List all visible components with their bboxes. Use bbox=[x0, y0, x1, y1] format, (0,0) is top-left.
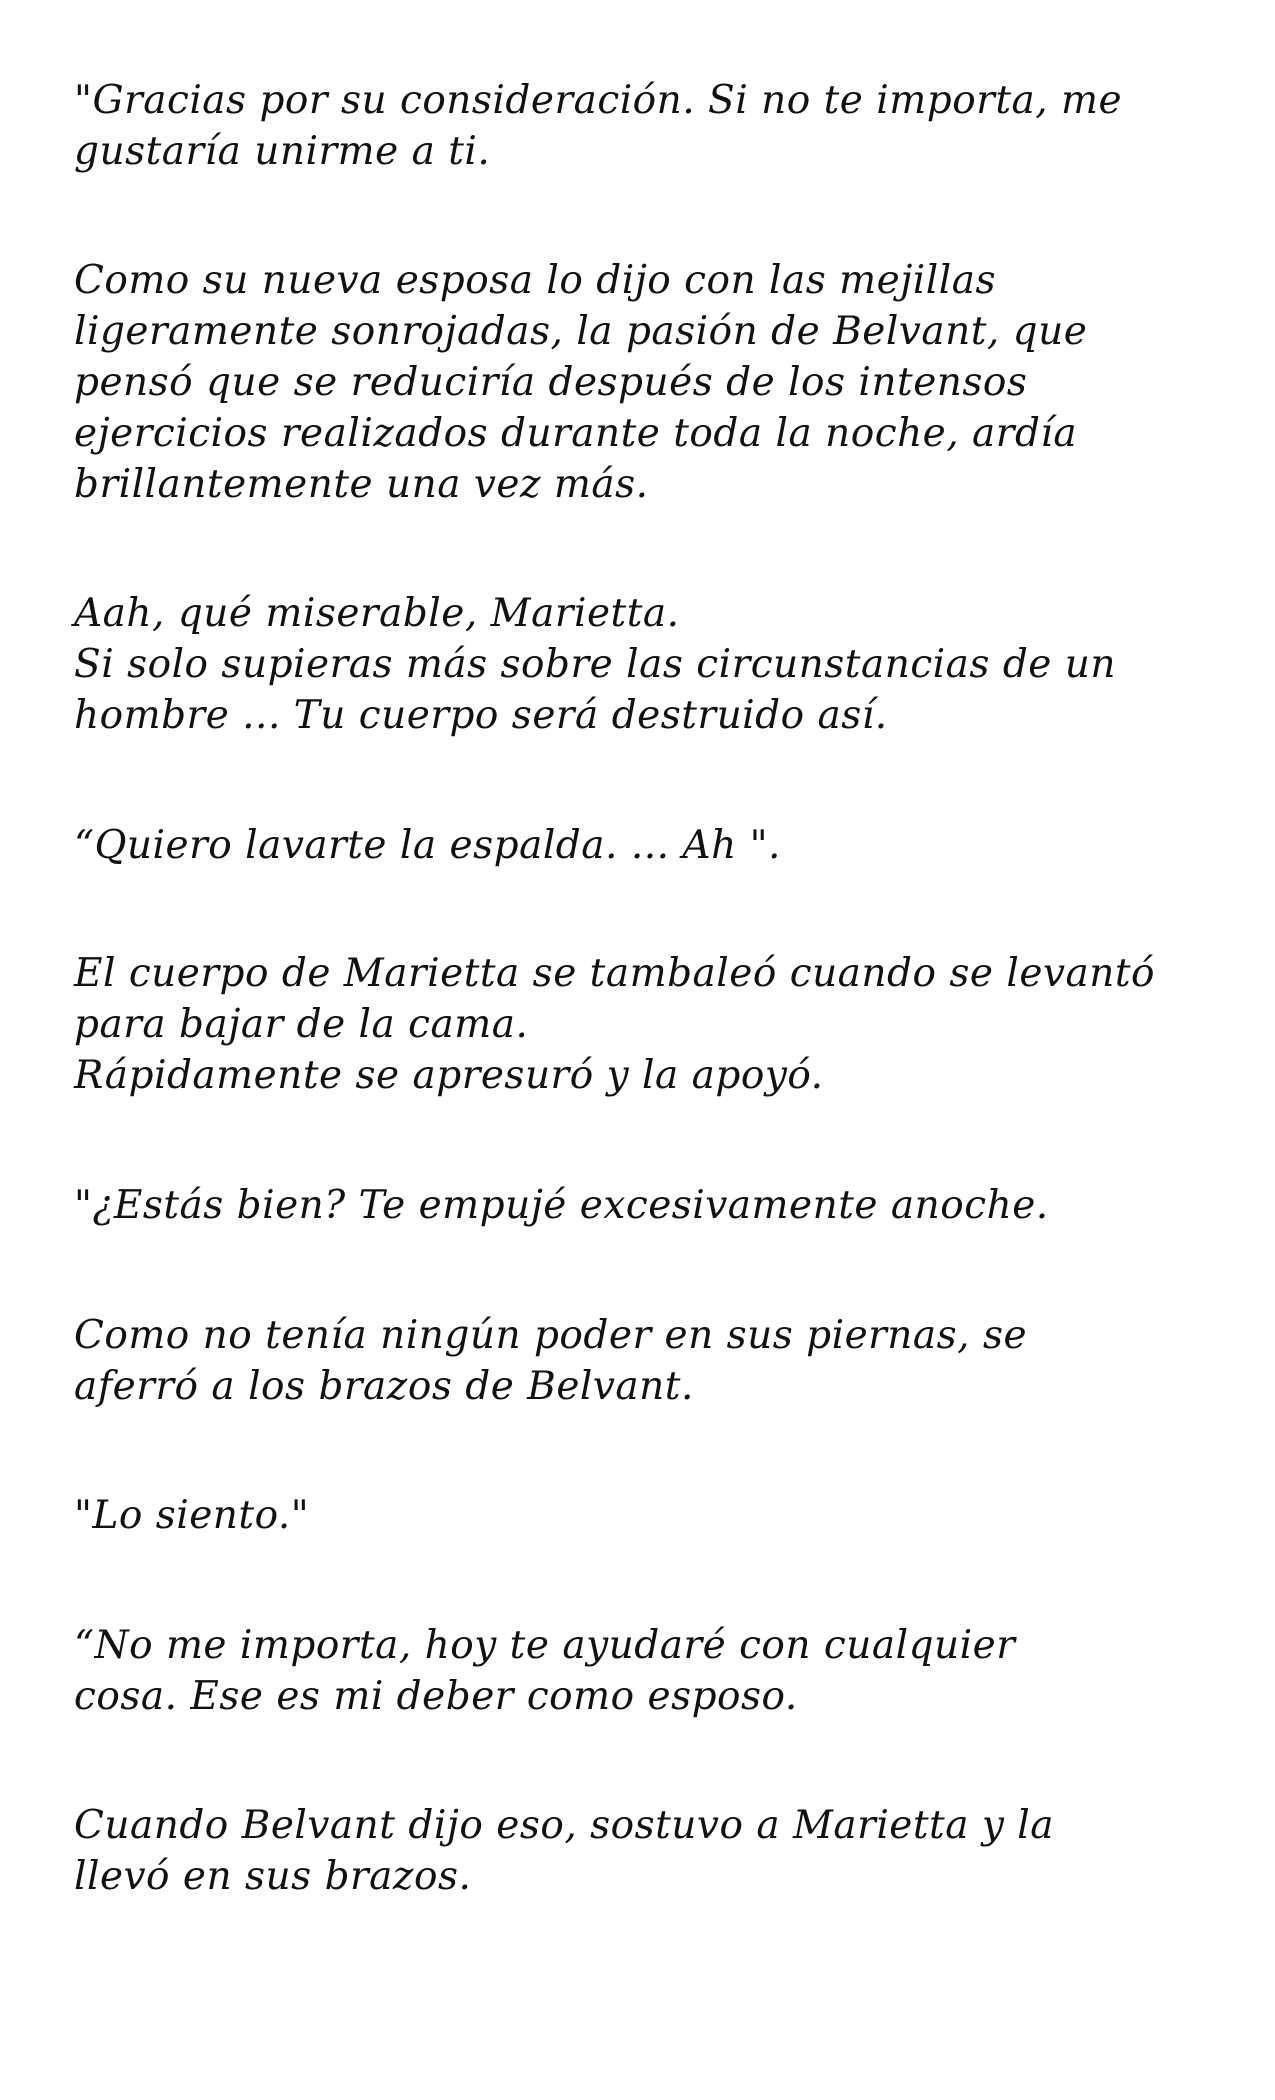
text-line: brillantemente una vez más. bbox=[74, 462, 649, 507]
text-line: “No me importa, hoy te ayudaré con cualquier bbox=[74, 1623, 1016, 1668]
text-line: Si solo supieras más sobre las circunstancias de un bbox=[74, 642, 1116, 687]
text-line: pensó que se reduciría después de los intensos bbox=[74, 360, 1028, 405]
text-line: Como no tenía ningún poder en sus piernas, se bbox=[74, 1313, 1028, 1358]
text-line: Como su nueva esposa lo dijo con las mejillas bbox=[74, 258, 996, 303]
text-line: Aah, qué miserable, Marietta. bbox=[74, 591, 680, 636]
paragraph-4 bbox=[74, 820, 1224, 871]
paragraph-5 bbox=[74, 948, 1224, 1101]
text-line: ejercicios realizados durante toda la noche, ardía bbox=[74, 411, 1078, 456]
paragraph-9 bbox=[74, 1620, 1224, 1722]
text-line: para bajar de la cama. bbox=[74, 1002, 529, 1047]
text-line: El cuerpo de Marietta se tambaleó cuando se levantó bbox=[74, 951, 1155, 996]
paragraph-1 bbox=[74, 75, 1224, 177]
text-line: cosa. Ese es mi deber como esposo. bbox=[74, 1674, 798, 1719]
paragraph-10 bbox=[74, 1800, 1224, 1902]
text-line: aferró a los brazos de Belvant. bbox=[74, 1364, 694, 1409]
text-line: gustaría unirme a ti. bbox=[74, 129, 491, 174]
text-line: "¿Estás bien? Te empujé excesivamente anoche. bbox=[74, 1183, 1049, 1228]
text-line: hombre ... Tu cuerpo será destruido así. bbox=[74, 693, 888, 738]
text-line: ligeramente sonrojadas, la pasión de Belvant, que bbox=[74, 309, 1088, 354]
text-line: Rápidamente se apresuró y la apoyó. bbox=[74, 1053, 824, 1098]
paragraph-6 bbox=[74, 1180, 1224, 1231]
paragraph-7 bbox=[74, 1310, 1224, 1412]
text-line: "Lo siento." bbox=[74, 1493, 310, 1538]
paragraph-8 bbox=[74, 1490, 1224, 1541]
text-line: "Gracias por su consideración. Si no te importa, me bbox=[74, 78, 1123, 123]
paragraph-3 bbox=[74, 588, 1224, 741]
text-line: Cuando Belvant dijo eso, sostuvo a Marietta y la bbox=[74, 1803, 1055, 1848]
paragraph-2 bbox=[74, 255, 1224, 510]
text-line: “Quiero lavarte la espalda. ... Ah ". bbox=[74, 823, 781, 868]
text-line: llevó en sus brazos. bbox=[74, 1854, 472, 1899]
